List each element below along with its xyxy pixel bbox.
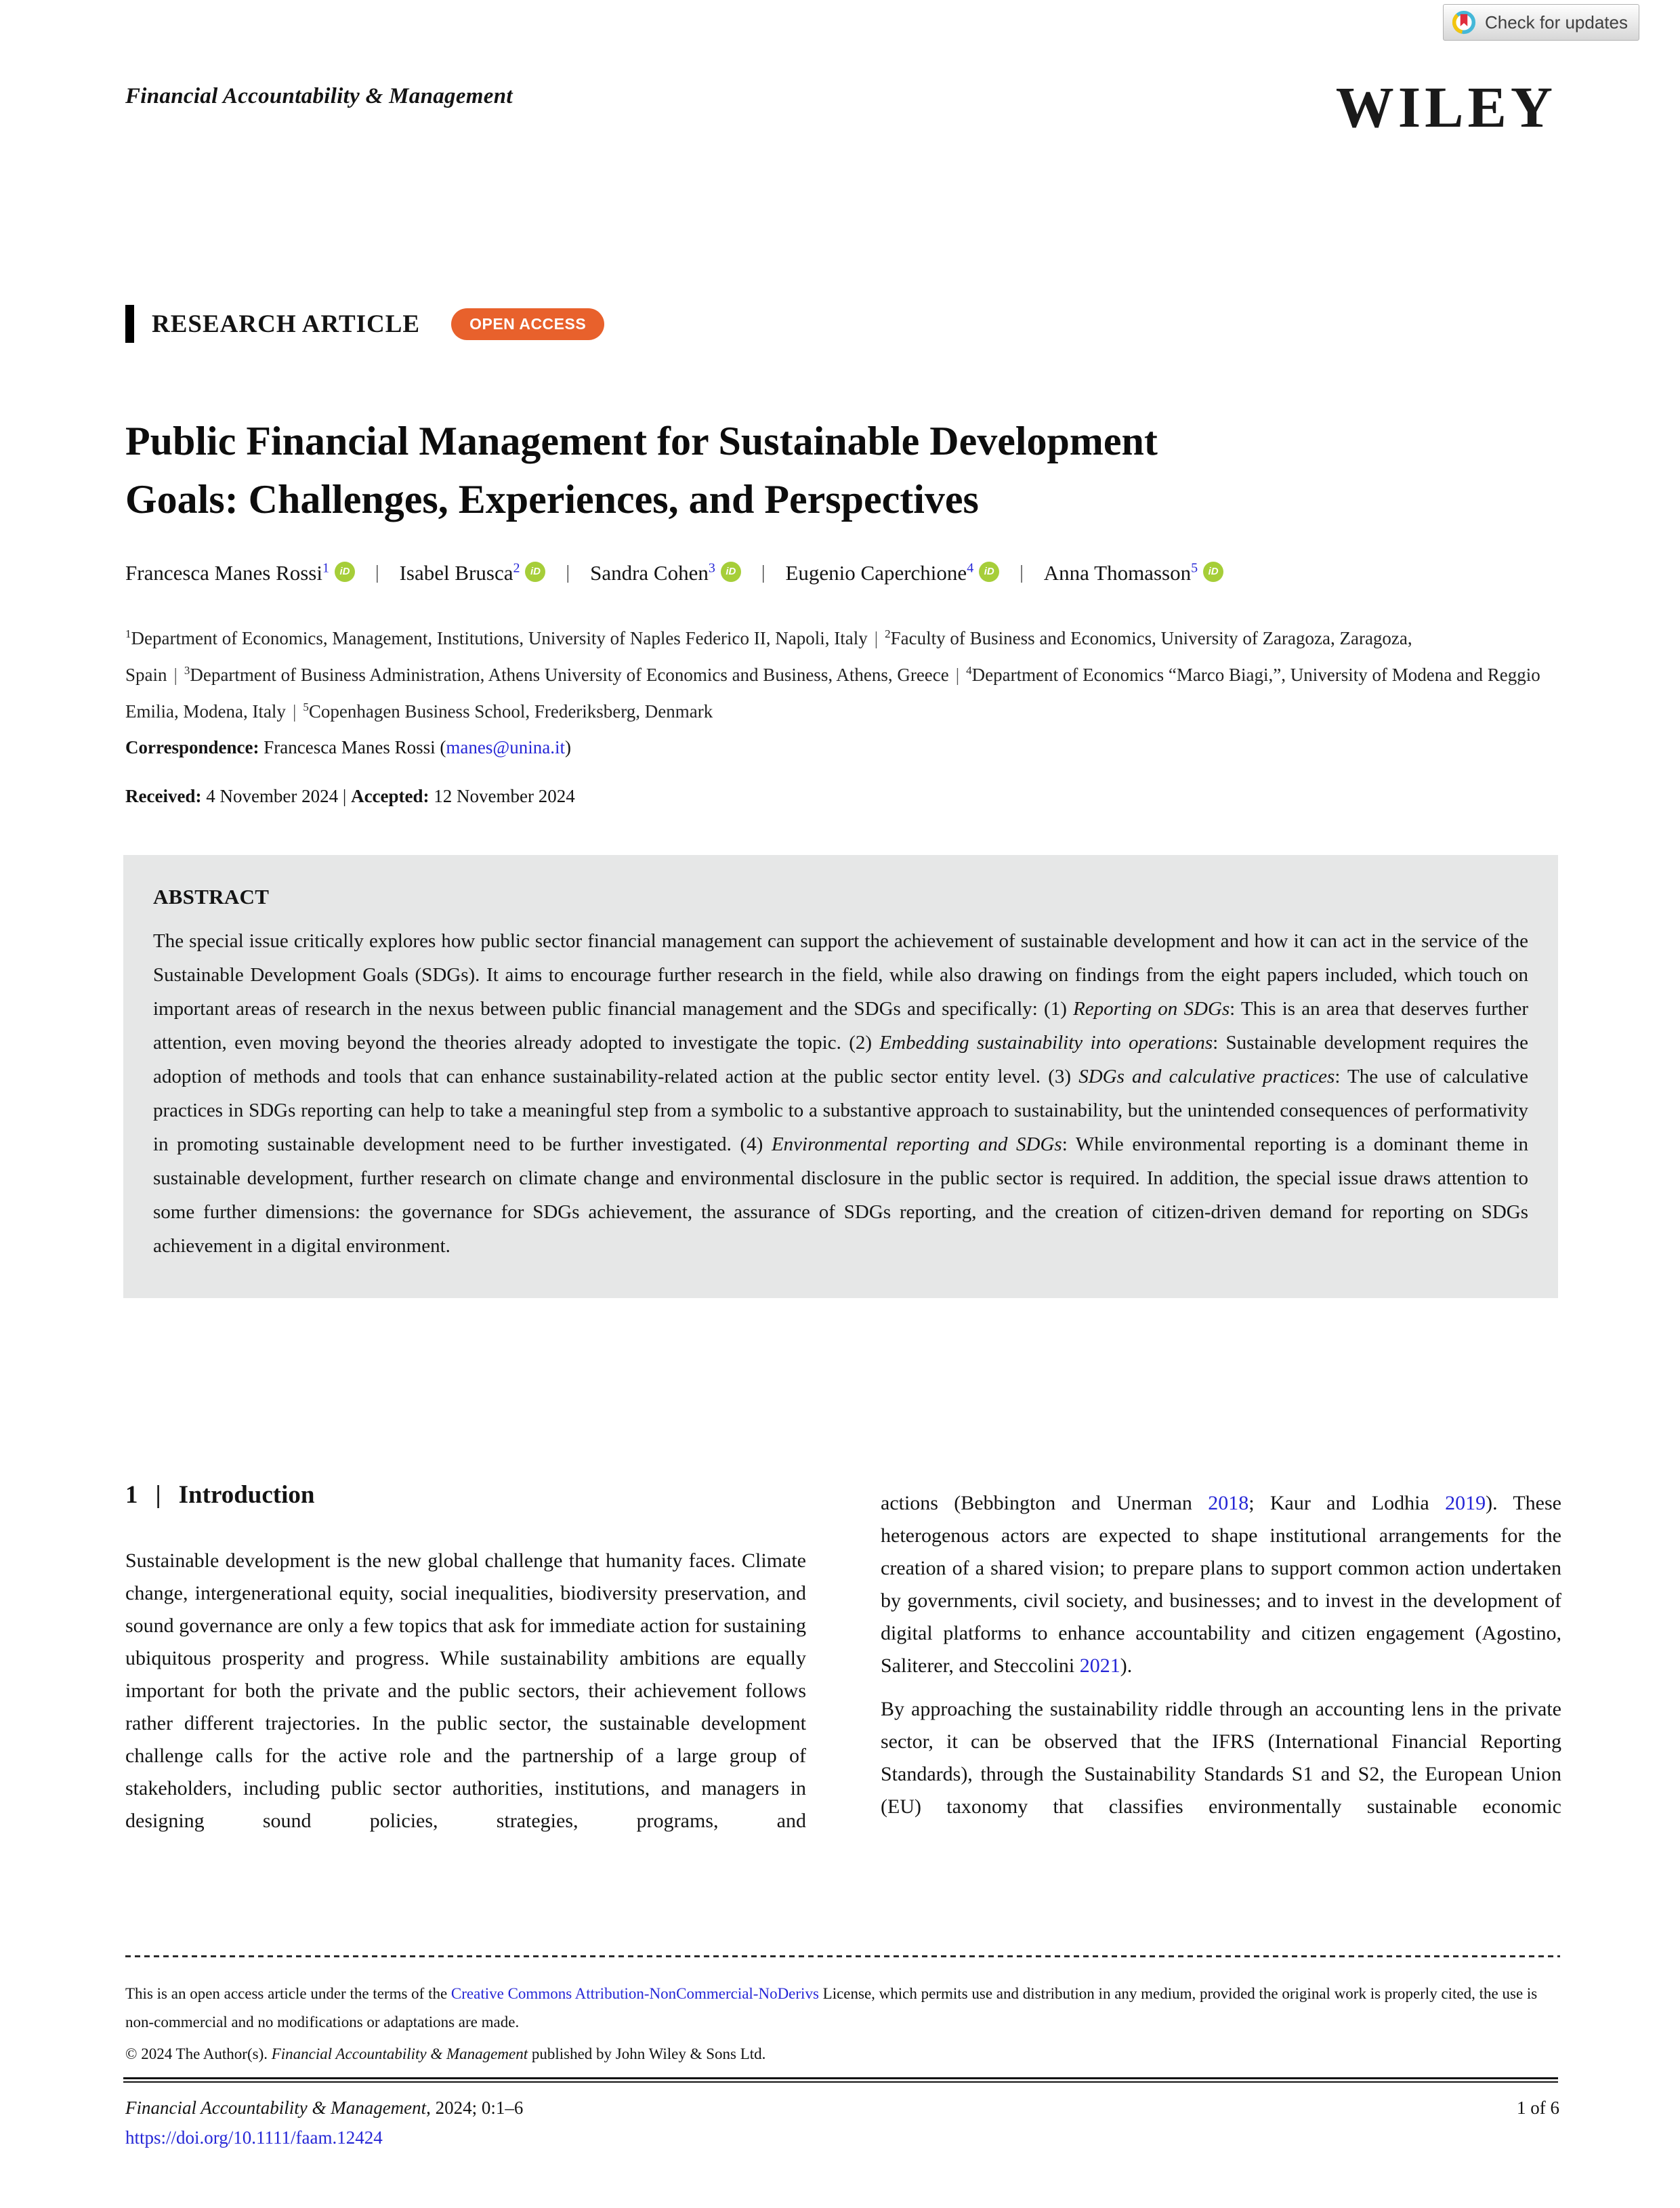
text-segment: : While environmental reporting is a dominant theme in sustainable development, further research on climate change and environmental disclosure in the public sector is required. In addition, the special issue draws attention to some further dimensions: the governance for SDGs achievement, the assurance of SDGs reporting, and the creation of citizen-driven demand for reporting on SDGs achievement in a digital environment.	[153, 1133, 1528, 1257]
affiliation-text: Copenhagen Business School, Frederiksberg, Denmark	[308, 701, 713, 722]
orcid-icon[interactable]: iD	[525, 562, 545, 582]
page-number: 1 of 6	[1517, 2098, 1559, 2118]
orcid-icon[interactable]: iD	[335, 562, 355, 582]
license-block	[125, 1980, 1561, 2068]
open-access-badge: OPEN ACCESS	[451, 308, 604, 340]
author-separator: |	[375, 562, 379, 583]
check-for-updates-label: Check for updates	[1484, 12, 1628, 33]
affiliation-sup: 3	[184, 664, 190, 677]
section-heading-separator: |	[155, 1481, 161, 1509]
footer-rule	[123, 2077, 1558, 2083]
author-affiliation-sup: 4	[967, 560, 974, 576]
abstract-heading: ABSTRACT	[153, 885, 270, 909]
correspondence-line	[125, 737, 571, 758]
check-for-updates-button[interactable]	[1443, 4, 1639, 41]
affiliation-separator: |	[173, 665, 177, 685]
intro-paragraph-1: Sustainable development is the new global challenge that humanity faces. Climate change, intergenerational equity, social inequalities, biodiversity preservation, and sound governance are only a few topics that ask for immediate action for sustaining ubiquitous prosperity and progress. While sustainability ambitions are equally important for both the private and the public sectors, their achievement follows rather different trajectories. In the public sector, the sustainable development challenge calls for the active role and the partnership of a large group of stakeholders, including public sector authorities, institutions, and managers in designing sound policies, strategies, programs, and	[125, 1549, 806, 1832]
author-affiliation-sup: 3	[708, 560, 715, 576]
text-segment: 4 November 2024	[201, 786, 343, 806]
text-segment: |	[342, 786, 347, 806]
text-segment: : The use of calculative practices in SDGs reporting can help to take a meaningful step from a symbolic to a substantive approach to sustainability, but the unintended consequences of performativity in promoting sustainable development need to be further investigated. (4)	[153, 1066, 1529, 1155]
section-title: Introduction	[178, 1481, 315, 1509]
section-heading	[125, 1480, 806, 1509]
doi-link[interactable]	[125, 2127, 383, 2148]
affiliation-sup: 2	[885, 627, 891, 640]
text-segment: Francesca Manes Rossi (	[259, 737, 446, 757]
text-segment: Accepted:	[351, 786, 429, 806]
author	[125, 561, 355, 585]
article-type-label: RESEARCH ARTICLE	[152, 310, 421, 338]
affiliation-separator: |	[955, 665, 960, 685]
author	[1044, 561, 1223, 585]
orcid-icon[interactable]: iD	[721, 562, 741, 582]
affiliation-text: Department of Economics, Management, Institutions, University of Naples Federico II, Napoli, Italy	[131, 628, 868, 648]
author-separator: |	[1020, 562, 1024, 583]
intro-paragraph-3: By approaching the sustainability riddle through an accounting lens in the private sector, it can be observed that the IFRS (International Financial Reporting Standards), through the Sustainability Standards S1 and S2, the European Union (EU) taxonomy that classifies environmentally sustainable economic	[881, 1698, 1561, 1818]
section-number: 1	[125, 1481, 138, 1509]
crossmark-icon	[1450, 8, 1478, 37]
text-segment: Financial Accountability & Management	[125, 2098, 427, 2118]
author-name: Anna Thomasson	[1043, 561, 1192, 585]
text-segment: The special issue critically explores how public sector financial management can support the achievement of sustainable development and how it can act in the service of the Sustainable Development Goals (SDGs). It aims to encourage further research in the field, while also drawing on findings from the eight papers included, which touch on important areas of research in the nexus between public financial management and the SDGs and specifically: (1)	[153, 930, 1528, 1020]
license-text	[125, 1980, 1561, 2037]
dashed-divider	[125, 1955, 1560, 1957]
right-column	[881, 1480, 1561, 1837]
affiliation-sup: 4	[966, 664, 972, 677]
author-name: Isabel Brusca	[399, 561, 513, 585]
author-name: Eugenio Caperchione	[785, 561, 967, 585]
footer-citation	[125, 2098, 523, 2119]
author-separator: |	[566, 562, 570, 583]
article-type-row	[125, 305, 604, 343]
inline-link[interactable]: 2021	[1079, 1654, 1120, 1677]
article-title	[125, 412, 1575, 528]
affiliation-text: Department of Economics “Marco Biagi,”, University of Modena and Reggio Emilia, Modena, Italy	[125, 665, 1540, 722]
text-segment: Embedding sustainability into operations	[879, 1032, 1213, 1054]
orcid-icon[interactable]: iD	[1203, 562, 1223, 582]
text-segment: SDGs and calculative practices	[1078, 1066, 1335, 1087]
abstract-text	[153, 924, 1528, 1263]
affiliation-sup: 5	[303, 701, 309, 713]
affiliation-text: Department of Business Administration, Athens University of Economics and Business, Athens, Greece	[190, 665, 949, 685]
text-segment: Reporting on SDGs	[1073, 998, 1230, 1020]
affiliation-text: Faculty of Business and Economics, University of Zaragoza, Zaragoza, Spain	[125, 628, 1412, 685]
text-segment: Environmental reporting and SDGs	[771, 1133, 1062, 1155]
text-segment: : This is an area that deserves further attention, even moving beyond the theories already adopted to investigate the topic. (2)	[153, 998, 1528, 1054]
text-segment: : Sustainable development requires the adoption of methods and tools that can enhance sustainability-related action at the public sector entity level. (3)	[153, 1032, 1529, 1087]
text-segment: Financial Accountability & Management	[271, 2045, 528, 2062]
text-segment: actions (Bebbington and Unerman	[881, 1492, 1209, 1514]
copyright-text	[125, 2040, 1561, 2068]
author-separator: |	[761, 562, 765, 583]
affiliation-separator: |	[292, 701, 297, 722]
heading-bar	[125, 305, 134, 343]
doi-url[interactable]: https://doi.org/10.1111/faam.12424	[125, 2127, 383, 2148]
author-name: Francesca Manes Rossi	[125, 561, 322, 585]
text-segment: Received:	[125, 786, 202, 806]
received-accepted-line	[125, 786, 575, 807]
text-segment: ).	[1120, 1654, 1133, 1677]
text-segment: 12 November 2024	[429, 786, 575, 806]
text-segment: © 2024 The Author(s).	[125, 2045, 272, 2062]
author	[590, 561, 741, 585]
text-segment: )	[565, 737, 572, 757]
article-title-line2: Goals: Challenges, Experiences, and Perspectives	[125, 477, 979, 522]
affiliation-list	[125, 618, 1561, 728]
journal-name: Financial Accountability & Management	[125, 84, 513, 108]
introduction-section	[125, 1480, 1561, 1837]
author	[785, 561, 999, 585]
inline-link[interactable]: manes@unina.it	[446, 737, 566, 757]
text-segment: License, which permits use and distribution in any medium, provided the original work is properly cited, the use is non-commercial and no modifications or adaptations are made.	[125, 1985, 1538, 2030]
author-affiliation-sup: 2	[513, 560, 520, 576]
affiliation-separator: |	[874, 628, 879, 648]
text-segment: ). These heterogenous actors are expected to shape institutional arrangements for the creation of a shared vision; to prepare plans to support common action undertaken by governments, civil society, and businesses; and to invest in the development of digital platforms to enhance accountability and citizen engagement (Agostino, Saliterer, and Steccolini	[881, 1492, 1561, 1677]
author-list	[125, 561, 1223, 585]
text-segment: , 2024; 0:1–6	[426, 2098, 524, 2118]
inline-link[interactable]: Creative Commons Attribution-NonCommercial-NoDerivs	[450, 1985, 819, 2002]
intro-paragraph-2	[881, 1487, 1561, 1682]
orcid-icon[interactable]: iD	[979, 562, 999, 582]
author-affiliation-sup: 5	[1191, 560, 1198, 576]
text-segment: published by John Wiley & Sons Ltd.	[528, 2045, 766, 2062]
author	[400, 561, 546, 585]
text-segment: This is an open access article under the terms of the	[125, 1985, 451, 2002]
affiliation-sup: 1	[125, 627, 131, 640]
inline-link[interactable]: 2019	[1445, 1492, 1486, 1514]
inline-link[interactable]: 2018	[1208, 1492, 1249, 1514]
abstract-box	[123, 855, 1558, 1298]
text-segment: Correspondence:	[125, 737, 259, 757]
text-segment: ; Kaur and Lodhia	[1248, 1492, 1446, 1514]
article-title-line1: Public Financial Management for Sustainable Development	[125, 419, 1158, 463]
wiley-logo: WILEY	[1335, 75, 1557, 140]
left-column	[125, 1480, 806, 1837]
author-name: Sandra Cohen	[590, 561, 709, 585]
author-affiliation-sup: 1	[322, 560, 329, 576]
